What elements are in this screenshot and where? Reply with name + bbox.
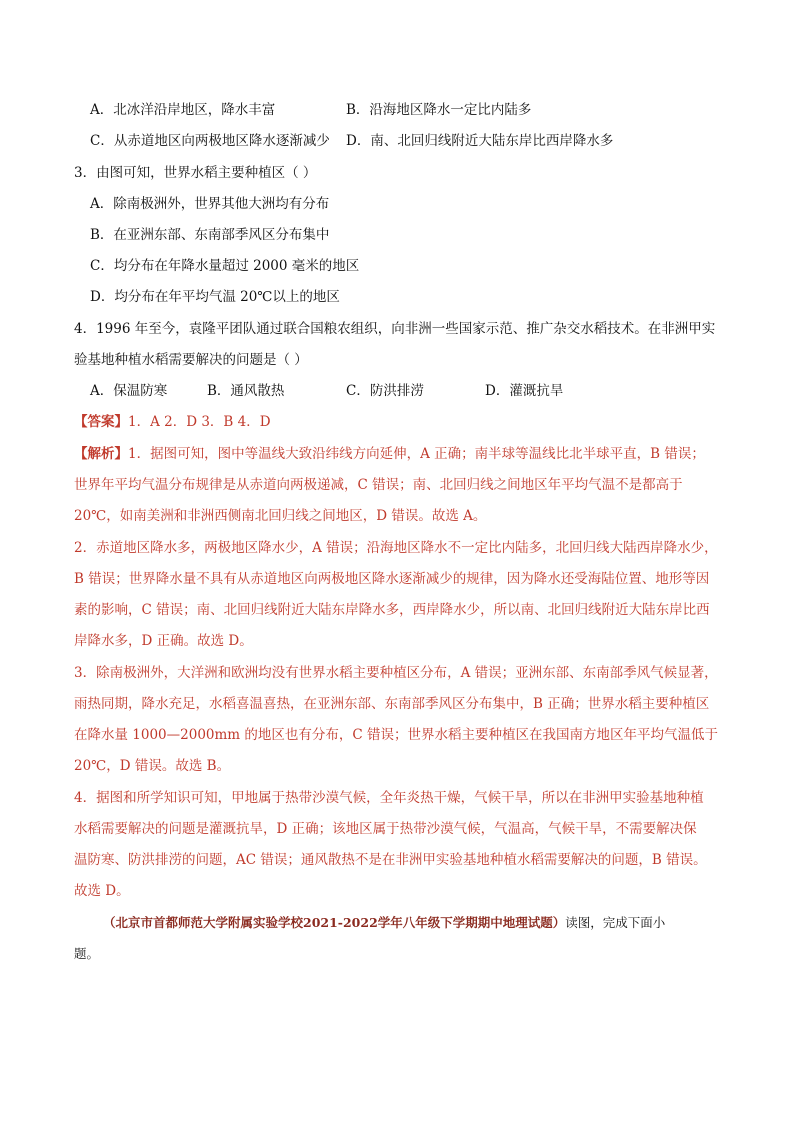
source-instruction: 读图，完成下面小 [565, 915, 666, 930]
q3-option-b: B．在亚洲东部、东南部季风区分布集中 [90, 227, 330, 243]
answer-text: 1．A 2．D 3．B 4．D [128, 414, 271, 430]
q4-option-a: A．保温防寒 [90, 383, 168, 399]
analysis-p1-line2: 世界年平均气温分布规律是从赤道向两极递减，C 错误；南、北回归线之间地区年平均气温不是都高于 [74, 477, 683, 493]
analysis-p3-line1: 3．除南极洲外，大洋洲和欧洲均没有世界水稻主要种植区分布，A 错误；亚洲东部、东南部季风气候显著， [74, 665, 718, 681]
q2-option-a: A．北冰洋沿岸地区，降水丰富 [90, 102, 276, 118]
q3-option-d: D．均分布在年平均气温 20℃以上的地区 [90, 289, 340, 305]
answer-line [74, 413, 271, 431]
analysis-p3-line2: 雨热同期，降水充足，水稻喜温喜热，在亚洲东部、东南部季风区分布集中，B 正确；世界水稻主要种植区 [74, 696, 710, 712]
q4-option-c: C．防洪排涝 [346, 383, 424, 399]
q3-option-c: C．均分布在年降水量超过 2000 毫米的地区 [90, 258, 360, 274]
analysis-p1-line1 [74, 445, 705, 463]
analysis-p1-text: 1．据图可知，图中等温线大致沿纬线方向延伸，A 正确；南半球等温线比北半球平直，B 错误； [128, 446, 705, 462]
analysis-p4-line1: 4．据图和所学知识可知，甲地属于热带沙漠气候，全年炎热干燥，气候干旱，所以在非洲甲实验基地种植 [74, 790, 704, 806]
analysis-p3-line3: 在降水量 1000—2000mm 的地区也有分布，C 错误；世界水稻主要种植区在我国南方地区年平均气温低于 [74, 727, 719, 743]
q2-option-c: C．从赤道地区向两极地区降水逐渐减少 [90, 133, 330, 149]
analysis-p2-line2: B 错误；世界降水量不具有从赤道地区向两极地区降水逐渐减少的规律，因为降水还受海陆位置、地形等因 [74, 571, 710, 587]
q4-stem-line1: 4．1996 年至今，袁隆平团队通过联合国粮农组织，向非洲一些国家示范、推广杂交水稻技术。在非洲甲实 [74, 321, 716, 337]
answer-label: 【答案】 [74, 414, 128, 430]
source-line [103, 914, 665, 932]
source-instruction-end: 题。 [74, 946, 100, 961]
analysis-p1-line3: 20℃，如南美洲和非洲西侧南北回归线之间地区，D 错误。故选 A。 [74, 508, 487, 524]
analysis-p2-line1: 2．赤道地区降水多，两极地区降水少，A 错误；沿海地区降水不一定比内陆多，北回归线大陆西岸降水少， [74, 540, 718, 556]
q4-option-d: D．灌溉抗旱 [485, 383, 564, 399]
analysis-p3-line4: 20℃，D 错误。故选 B。 [74, 758, 231, 774]
q2-option-d: D．南、北回归线附近大陆东岸比西岸降水多 [346, 133, 614, 149]
q3-stem: 3．由图可知，世界水稻主要种植区（ ） [74, 165, 317, 181]
analysis-p2-line3: 素的影响，C 错误；南、北回归线附近大陆东岸降水多，西岸降水少，所以南、北回归线附近大陆东岸比西 [74, 602, 710, 618]
analysis-p2-line4: 岸降水多，D 正确。故选 D。 [74, 633, 253, 649]
analysis-p4-line3: 温防寒、防洪排涝的问题，AC 错误；通风散热不是在非洲甲实验基地种植水稻需要解决的问题，B 错误。 [74, 852, 707, 868]
q3-option-a: A．除南极洲外，世界其他大洲均有分布 [90, 196, 330, 212]
analysis-label: 【解析】 [74, 446, 128, 462]
analysis-p4-line2: 水稻需要解决的问题是灌溉抗旱，D 正确；该地区属于热带沙漠气候，气温高，气候干旱，不需要解决保 [74, 821, 697, 837]
q2-option-b: B．沿海地区降水一定比内陆多 [346, 102, 532, 118]
analysis-p4-line4: 故选 D。 [74, 883, 130, 899]
q4-stem-line2: 验基地种植水稻需要解决的问题是（ ） [74, 352, 308, 368]
q4-option-b: B．通风散热 [207, 383, 285, 399]
source-citation: （北京市首都师范大学附属实验学校2021-2022学年八年级下学期期中地理试题） [103, 915, 566, 930]
